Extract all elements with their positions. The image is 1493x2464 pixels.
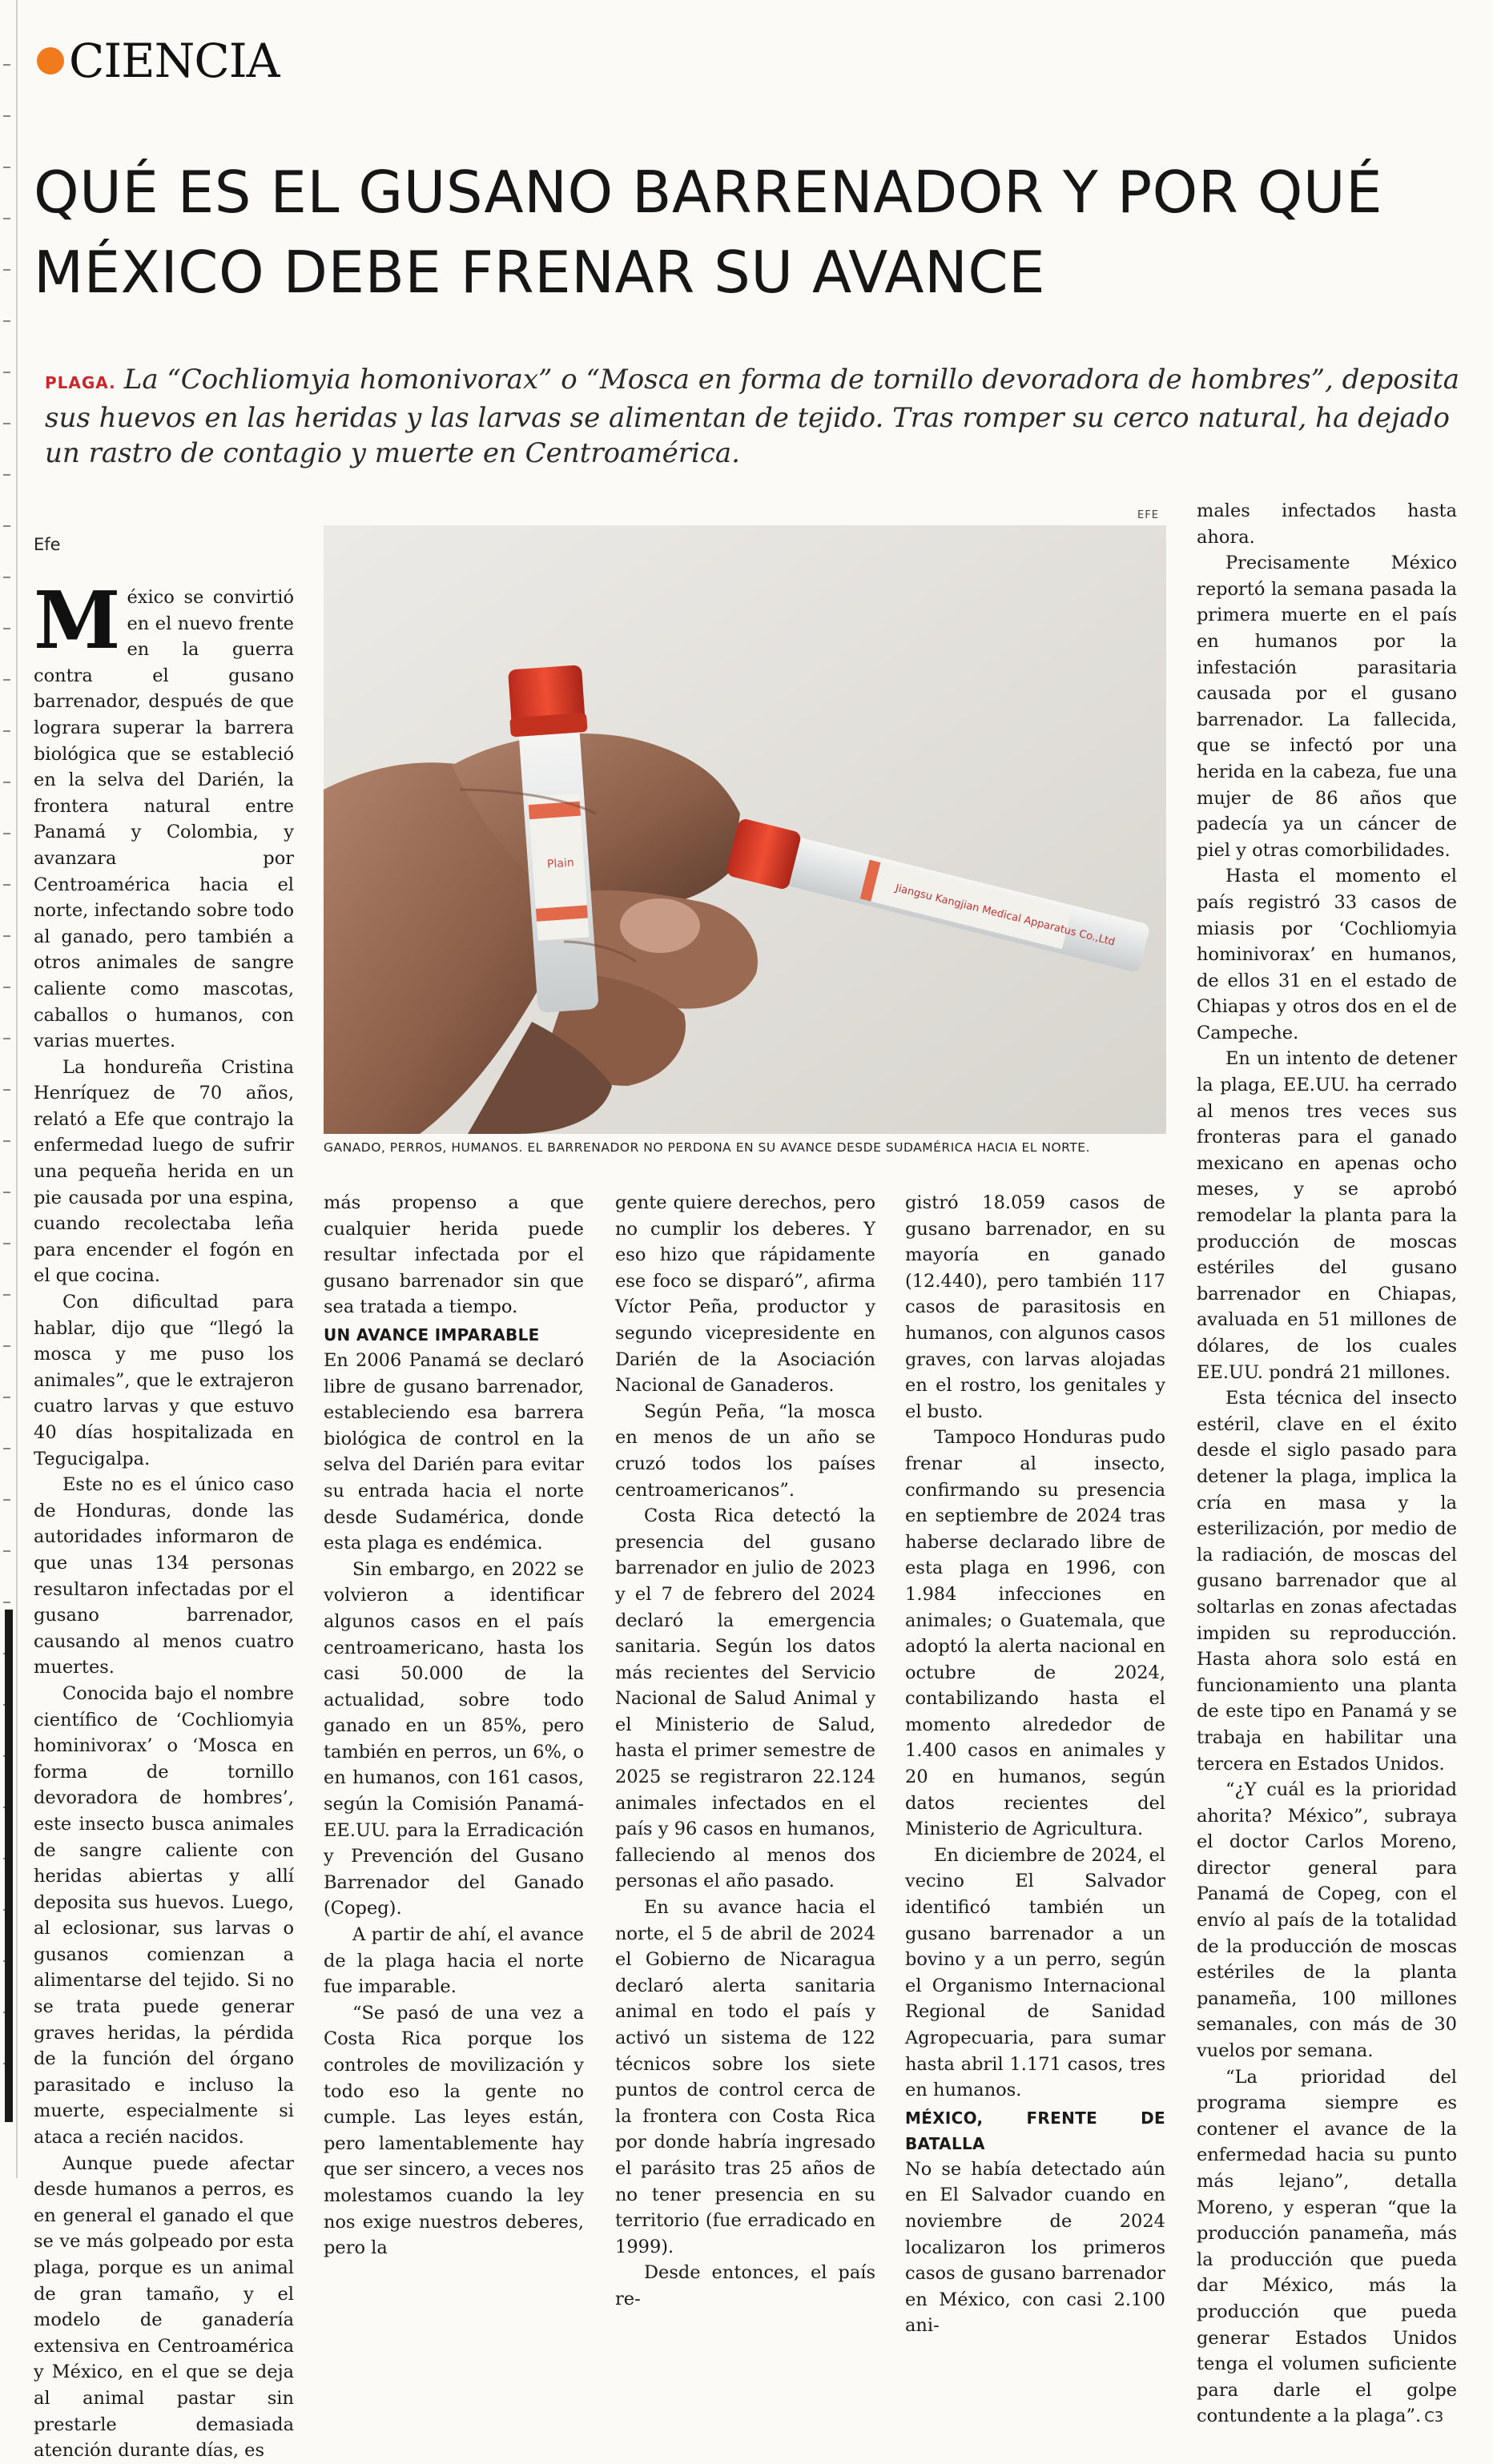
- margin-tick: [3, 782, 10, 783]
- body-paragraph: gistró 18.059 casos de gusano barrenador, en su mayoría en ganado (12.440), pero también 117 casos de parasitosis en humanos, con algunos casos graves, con larvas alojadas en el rostro, los genitales y el busto.: [905, 1192, 1165, 1422]
- body-column-5: [1197, 498, 1457, 2431]
- body-paragraph: Conocida bajo el nombre científico de ‘Cochliomyia hominivorax’ o ‘Mosca en forma de tornillo devoradora de hombres’, este insecto busca animales de sangre caliente con heridas abiertas y allí deposita sus huevos. Luego, al eclosionar, sus larvas o gusanos comienzan a alimentarse del tejido. Si no se trata puede generar graves heridas, la pérdida de la función del órgano parasitado e incluso la muerte, especialmente si ataca a recién nacidos.: [34, 1682, 294, 2148]
- margin-tick: [3, 987, 10, 988]
- margin-tick: [3, 730, 10, 732]
- body-column-1: [34, 575, 294, 2464]
- body-paragraph: Sin embargo, en 2022 se volvieron a identificar algunos casos en el país centroamericano, hasta los casi 50.000 de la actualidad, sobre todo ganado en un 85%, pero también en perros, un 6%, o en humanos, con 161 casos, según la Comisión Panamá-EE.UU. para la Erradicación y Prevención del Gusano Barrenador del Ganado (Copeg).: [324, 1558, 584, 1919]
- margin-tick: [3, 679, 10, 681]
- body-paragraph: La hondureña Cristina Henríquez de 70 años, relató a Efe que contrajo la enfermedad luego de sufrir una pequeña herida en un pie causada por una espina, cuando recolectaba leña para encender el fogón en el que cocina.: [34, 1056, 294, 1287]
- margin-tick: [3, 269, 10, 271]
- margin-tick: [3, 1397, 10, 1398]
- body-paragraph: En diciembre de 2024, el vecino El Salvador identificó también un gusano barrenador a un bovino y a un perro, según el Organismo Internacional Regional de Sanidad Agropecuaria, para sumar hasta abril 1.171 casos, tres en humanos.: [905, 1844, 1165, 2101]
- body-paragraph: En su avance hacia el norte, el 5 de abril de 2024 el Gobierno de Nicaragua declaró alerta sanitaria animal en todo el país y activó un sistema de 122 técnicos sobre los siete puntos de control cerca de la frontera con Costa Rica por donde habría ingresado el parásito tras 25 años de no tener presencia en su territorio (fue erradicado en 1999).: [615, 1897, 875, 2257]
- standfirst-text: La “Cochliomyia homonivorax” o “Mosca en forma de tornillo devoradora de hombres”, deposita sus huevos en las heridas y las larvas se alimentan de tejido. Tras romper su cerco natural, ha dejado un rastro de contagio y muerte en Centroamérica.: [45, 364, 1459, 469]
- body-paragraph: gente quiere derechos, pero no cumplir los deberes. Y eso hizo que rápidamente ese foco se disparó”, afirma Víctor Peña, productor y segundo vicepresidente en Darién de la Asociación Nacional de Ganaderos.: [615, 1192, 875, 1397]
- photo-credit: EFE: [1137, 509, 1159, 521]
- body-column-3: [615, 1190, 875, 2313]
- margin-tick: [3, 577, 10, 578]
- photo-caption: GANADO, PERROS, HUMANOS. EL BARRENADOR NO PERDONA EN SU AVANCE DESDE SUDAMÉRICA HACIA EL NORTE.: [324, 1140, 1091, 1155]
- margin-tick: [3, 1499, 10, 1501]
- paragraph-text: “La prioridad del programa siempre es contener el avance de la enfermedad hacia su punto más lejano”, detalla Moreno, y esperan “que la producción panameña, más la producción que pueda dar México, más la producción que pueda generar Estados Unidos tenga el volumen suficiente para darle el golpe contundente a la plaga”.: [1197, 2066, 1457, 2427]
- margin-tick: [3, 423, 10, 424]
- body-paragraph: [34, 575, 294, 1055]
- body-column-4: [905, 1190, 1165, 2339]
- body-paragraph: Hasta el momento el país registró 33 casos de miasis por ‘Cochliomyia hominivorax’ en humanos, de ellos 31 en el estado de Chiapas y otros dos en el de Campeche.: [1197, 866, 1457, 1043]
- body-paragraph: Tampoco Honduras pudo frenar al insecto, confirmando su presencia en septiembre de 2024 tras haberse declarado libre de esta plaga en 1996, con 1.984 infecciones en animales; o Guatemala, que adoptó la alerta nacional en octubre de 2024, contabilizando hasta el momento alrededor de 1.400 casos en animales y 20 en humanos, según datos recientes del Ministerio de Agricultura.: [905, 1427, 1165, 1840]
- margin-tick: [3, 218, 10, 219]
- body-paragraph: En 2006 Panamá se declaró libre de gusano barrenador, estableciendo esa barrera biológica de control en la selva del Darién para evitar su entrada hacia el norte desde Sudamérica, donde esta plaga es endémica.: [324, 1349, 584, 1554]
- margin-tick: [3, 525, 10, 527]
- body-paragraph: A partir de ahí, el avance de la plaga hacia el norte fue imparable.: [324, 1924, 584, 1998]
- margin-tick: [3, 1089, 10, 1091]
- margin-tick: [3, 628, 10, 629]
- margin-tick: [3, 1345, 10, 1347]
- standfirst: [45, 362, 1463, 471]
- standfirst-kicker: PLAGA.: [45, 373, 116, 392]
- margin-tick: [3, 1192, 10, 1193]
- body-paragraph: más propenso a que cualquier herida puede resultar infectada por el gusano barrenador sin que sea tratada a tiempo.: [324, 1192, 584, 1318]
- margin-tick: [3, 935, 10, 937]
- tube-label-right: Jiangsu Kangjian Medical Apparatus Co.,Ltd: [894, 882, 1117, 949]
- margin-block: [5, 1610, 13, 2122]
- tube-label-left: Plain: [546, 856, 575, 871]
- end-mark-icon: C3: [1424, 2409, 1444, 2426]
- margin-tick: [3, 1602, 10, 1603]
- margin-tick: [3, 115, 10, 117]
- body-paragraph: Con dificultad para hablar, dijo que “llegó la mosca y me puso los animales”, que le extrajeron cuatro larvas y que estuvo 40 días hospitalizada en Tegucigalpa.: [34, 1292, 294, 1469]
- body-paragraph: “Se pasó de una vez a Costa Rica porque los controles de movilización y todo eso la gente no cumple. Las leyes están, pero lamentablemente hay que ser sincero, a veces nos molestamos cuando la ley nos exige nuestros deberes, pero la: [324, 2002, 584, 2259]
- headline: QUÉ ES EL GUSANO BARRENADOR Y POR QUÉ MÉXICO DEBE FRENAR SU AVANCE: [34, 159, 1383, 306]
- paragraph-text: éxico se convirtió en el nuevo frente en la guerra contra el gusano barrenador, después de que lograra superar la barrera biológica que se estableció en la selva del Darién, la frontera natural entre Panamá y Colombia, y avanzara por Centroamérica hacia el norte, infectando sobre todo al ganado, pero también a otros animales de sangre caliente como mascotas, caballos o humanos, con varias muertes.: [34, 587, 294, 1052]
- body-paragraph: Costa Rica detectó la presencia del gusano barrenador en julio de 2023 y el 7 de febrero del 2024 declaró la emergencia sanitaria. Según los datos más recientes del Servicio Nacional de Salud Animal y el Ministerio de Salud, hasta el primer semestre de 2025 se registraron 22.124 animales infectados en el país y 96 casos en humanos, falleciendo al menos dos personas el año pasado.: [615, 1505, 875, 1892]
- margin-tick: [3, 1550, 10, 1552]
- body-paragraph: Precisamente México reportó la semana pasada la primera muerte en el país en humanos por la infestación parasitaria causada por el gusano barrenador. La fallecida, que se infectó por una herida en la cabeza, fue una mujer de 86 años que padecía ya un cáncer de piel y otras comorbilidades.: [1197, 553, 1457, 861]
- subheading: UN AVANCE IMPARABLE: [324, 1324, 540, 1345]
- subheading: MÉXICO, FRENTE DE BATALLA: [905, 2108, 1165, 2153]
- margin-tick: [3, 1140, 10, 1142]
- margin-tick: [3, 372, 10, 373]
- dropcap: M: [34, 575, 121, 667]
- margin-tick: [3, 884, 10, 886]
- body-paragraph: En un intento de detener la plaga, EE.UU. ha cerrado al menos tres veces sus fronteras para el ganado mexicano en apenas ocho meses, y se aprobó remodelar la planta para la producción de moscas estériles del gusano barrenador en Chiapas, avaluada en 51 millones de dólares, de los cuales EE.UU. pondrá 21 millones.: [1197, 1048, 1457, 1383]
- body-column-2: [324, 1190, 584, 2261]
- photo-hand-with-tubes: [324, 525, 1166, 1134]
- section-label: [37, 34, 280, 88]
- body-paragraph: males infectados hasta ahora.: [1197, 500, 1457, 548]
- margin-tick: [3, 1038, 10, 1039]
- body-paragraph: Desde entonces, el país re-: [615, 2262, 875, 2309]
- body-paragraph: Según Peña, “la mosca en menos de un año se cruzó todos los países centroamericanos”.: [615, 1401, 875, 1501]
- margin-tick: [3, 167, 10, 168]
- section-name: CIENCIA: [69, 34, 280, 88]
- margin-tick: [3, 1294, 10, 1296]
- margin-tick: [3, 474, 10, 476]
- margin-rule: [16, 0, 18, 2178]
- body-paragraph: No se había detectado aún en El Salvador cuando en noviembre de 2024 localizaron los primeros casos de gusano barrenador en México, con casi 2.100 ani-: [905, 2158, 1165, 2337]
- section-dot-icon: [37, 47, 64, 74]
- margin-tick: [3, 1448, 10, 1449]
- body-paragraph: Este no es el único caso de Honduras, donde las autoridades informaron de que unas 134 personas resultaron infectadas por el gusano barrenador, causando al menos cuatro muertes.: [34, 1474, 294, 1678]
- margin-tick: [3, 833, 10, 834]
- body-paragraph: Aunque puede afectar desde humanos a perros, es en general el ganado el que se ve más golpeado por esta plaga, porque es un animal de gran tamaño, y el modelo de ganadería extensiva en Centroamérica y México, en el que se deja al animal pastar sin prestarle demasiada atención durante días, es: [34, 2152, 294, 2462]
- byline: Efe: [34, 535, 61, 554]
- body-paragraph: [1197, 2064, 1457, 2431]
- article-photo: [324, 525, 1166, 1134]
- body-paragraph: “¿Y cuál es la prioridad ahorita? México”, subraya el doctor Carlos Moreno, director general para Panamá de Copeg, con el envío al país de la totalidad de la producción de moscas estériles de la planta panameña, 100 millones semanales, con más de 30 vuelos por semana.: [1197, 1779, 1457, 2062]
- margin-tick: [3, 320, 10, 322]
- body-paragraph: Esta técnica del insecto estéril, clave en el éxito desde el siglo pasado para detener la plaga, implica la cría en masa y la esterilización, por medio de la radiación, de moscas del gusano barrenador que al soltarlas en zonas afectadas impiden su reproducción. Hasta ahora solo está en funcionamiento una planta de este tipo en Panamá y se trabaja en habilitar una tercera en Estados Unidos.: [1197, 1388, 1457, 1775]
- margin-tick: [3, 64, 10, 66]
- margin-tick: [3, 1243, 10, 1244]
